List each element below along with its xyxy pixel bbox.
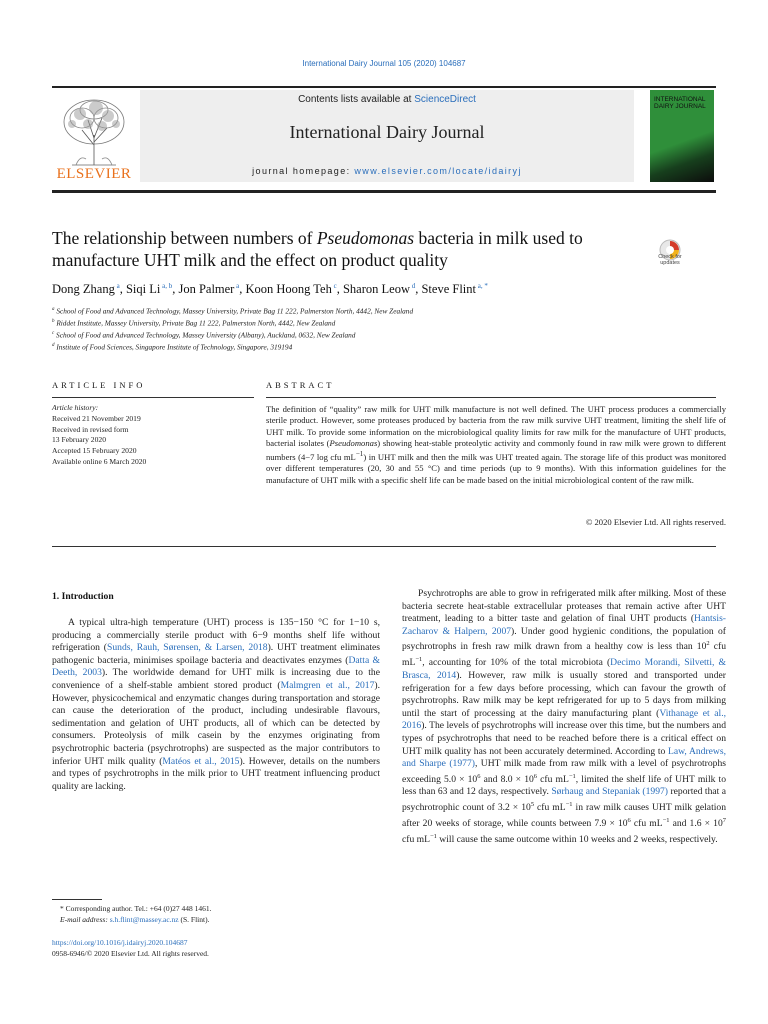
journal-homepage-line: [140, 166, 634, 176]
abstract-part: ) showing heat-stable proteolytic activity and commonly found in raw milk were grown to different numbers (4−7 log cfu mL: [266, 437, 727, 463]
author-name[interactable]: Siqi Li: [125, 282, 161, 297]
superscript: 6: [627, 816, 631, 824]
footnote-rule: [52, 899, 102, 900]
abstract-rule: [266, 397, 716, 398]
contents-line: [140, 94, 634, 105]
superscript: 7: [722, 816, 726, 824]
history-label: Article history:: [52, 403, 99, 412]
check-for-updates-label[interactable]: Check for updates: [658, 254, 682, 266]
abstract-copyright: © 2020 Elsevier Ltd. All rights reserved.: [585, 517, 726, 527]
affiliation-marker: d: [52, 342, 55, 348]
affiliation-marker: c: [52, 330, 55, 336]
email-label: E-mail address:: [60, 914, 110, 924]
body-text: cfu mL: [630, 818, 663, 830]
citation-link[interactable]: Decimo Morandi, Silvetti, & Brasca, 2014: [402, 657, 726, 681]
affiliation-marker: b: [52, 318, 55, 324]
superscript: −1: [565, 801, 573, 809]
body-column-right: [402, 588, 726, 846]
author-affiliation-marker[interactable]: a, *: [476, 282, 488, 290]
body-text: ). However, details on the numbers and types of psychrotrophs in the milk prior to UHT treatment influencing product quality are lacking.: [52, 755, 380, 792]
author-affiliation-marker[interactable]: a: [114, 282, 120, 290]
superscript: −1: [429, 832, 437, 840]
journal-citation-link[interactable]: International Dairy Journal 105 (2020) 104687: [302, 59, 466, 68]
superscript: −1: [415, 656, 423, 664]
superscript: 6: [533, 772, 538, 780]
affiliation-marker: a: [52, 307, 55, 312]
doi-block: [52, 938, 382, 959]
email-link[interactable]: s.h.flint@massey.ac.nz: [109, 914, 179, 924]
history-item: Received in revised form: [52, 424, 129, 434]
body-text: ). Under good hygienic conditions, the population of psychrotrophs in fresh raw milk drawn from a healthy cow is less than 10: [402, 625, 726, 653]
issn-copyright: 0958-6946/© 2020 Elsevier Ltd. All rights reserved.: [52, 948, 209, 958]
body-text: , accounting for 10% of the total microbiota (: [422, 657, 611, 669]
citation-link[interactable]: Sørhaug and Stepaniak (1997): [551, 786, 668, 798]
abstract-part: The definition of “quality” raw milk for UHT milk manufacture is not well defined. The UHT process produces a commercially sterile product. However, some proteases produced by bacteria from the raw milk survive UHT treatment, limiting the shelf life of UHT milk. To provide some information on the microbiological quality limits for raw milk for the manufacture of UHT products, bacterial isolates (: [266, 404, 726, 448]
superscript: 2: [706, 640, 710, 648]
citation-link[interactable]: Law, Andrews, and Sharpe (1977): [402, 745, 726, 770]
affiliation-item: [52, 341, 716, 353]
corresponding-author-note: * Corresponding author. Tel.: +64 (0)27 448 1461.: [60, 904, 212, 913]
body-text: , limited the shelf life of UHT milk to less than 63 and 12 days, respectively.: [402, 773, 727, 798]
doi-link[interactable]: https://doi.org/10.1016/j.idairyj.2020.104687: [52, 938, 188, 947]
footnotes: [60, 904, 380, 925]
header-bottom-rule: [52, 190, 716, 193]
author-affiliation-marker[interactable]: c: [331, 282, 337, 290]
body-text: ). The levels of psychrotrophs will increase over this time, but the numbers and types of psychrotrophs that need to be reached before there is a critical effect on UHT milk quality has not been accurately determined. According to: [402, 720, 726, 757]
homepage-prefix: journal homepage:: [252, 166, 355, 176]
body-text: ). The worldwide demand for UHT milk is increasing due to the convenience of a shelf-stable ambient stored product (: [52, 667, 380, 691]
abstract-italic: Pseudomonas: [329, 437, 378, 448]
affiliation-text: School of Food and Advanced Technology, Massey University (Albany), Auckland, 0632, New Zealand: [54, 330, 356, 340]
citation-link[interactable]: Matéos et al., 2015: [162, 755, 240, 767]
body-text: Psychrotrophs are able to grow in refrigerated milk after milking. Most of these bacteria secrete heat-stable extracellular proteases that remain active after UHT treatment, leading to a bitter taste and gelation of final UHT products (: [402, 588, 726, 625]
author-affiliation-marker[interactable]: a: [234, 282, 240, 290]
body-text: cfu mL: [402, 641, 726, 669]
superscript: 5: [530, 801, 535, 809]
superscript: 6: [477, 772, 481, 780]
abstract-part: ) in UHT milk and then the milk was UHT treated again. The storage life of this product was monitored over different temperatures (20, 30 and 55 °C) and time periods (up to 9 months). With this information guidelines for the manufacture of UHT milk with a specific shelf life can be made based on the initial microbiological content of the raw milk.: [266, 452, 726, 485]
body-text: and 8.0 × 10: [480, 773, 534, 785]
affiliation-item: [52, 317, 716, 329]
body-text: ). However, physicochemical and enzymatic changes during transportation and storage can cause the deterioration of the product, including undesirable flavours, sedimentation and gelation of UHT products, all of which can be detected by consumers. Proteolysis of milk casein by the enzymes originating from psychrotrophic bacteria (psychrotrophs) are suspected as the major contributors to inferior UHT milk quality (: [52, 679, 380, 767]
citation-link[interactable]: Malmgren et al., 2017: [280, 679, 375, 691]
abstract-heading: ABSTRACT: [266, 380, 335, 390]
body-text: in raw milk causes UHT milk gelation after 20 weeks of storage, while counts between 7.9 × 10: [402, 802, 726, 830]
body-text: , UHT milk made from raw milk with a level of psychrotrophs exceeding 5.0 × 10: [402, 758, 726, 785]
body-text: A typical ultra-high temperature (UHT) process is 135−150 °C for 1−10 s, producing a commercially sterile product with 6−9 months shelf life without refrigeration (: [52, 617, 380, 654]
superscript: −1: [568, 772, 576, 780]
abstract-superscript: −1: [355, 450, 364, 459]
elsevier-wordmark: ELSEVIER: [56, 166, 132, 182]
affiliation-text: School of Food and Advanced Technology, Massey University, Private Bag 11 222, Palmerston North, 4442, New Zealand: [54, 306, 414, 316]
author-name[interactable]: Sharon Leow: [342, 282, 410, 297]
history-item: Accepted 15 February 2020: [52, 446, 137, 456]
author-affiliation-marker[interactable]: a, b: [160, 282, 173, 290]
author-name[interactable]: Koon Hoong Teh: [245, 282, 332, 297]
history-item: 13 February 2020: [52, 435, 106, 445]
title-pre: The relationship between numbers of: [52, 228, 317, 248]
body-text: reported that a psychrotrophic count of 3.2 × 10: [402, 786, 727, 814]
body-text: ). UHT treatment eliminates pathogenic bacteria, minimises spoilage bacteria and deactivates enzymes (: [52, 642, 380, 666]
header-top-rule: [52, 86, 716, 88]
citation-link[interactable]: Vithanage et al., 2016: [402, 707, 726, 732]
article-info-rule: [52, 397, 254, 398]
body-text: will cause the same outcome within 10 weeks and 2 weeks, respectively.: [436, 833, 718, 845]
superscript: −1: [662, 816, 670, 824]
article-title: [52, 227, 642, 271]
article-history: [52, 403, 254, 468]
author-name[interactable]: Jon Palmer: [178, 282, 235, 297]
citation-link[interactable]: Sunds, Rauh, Sørensen, & Larsen, 2018: [107, 642, 268, 654]
email-note: [60, 915, 380, 926]
body-column-left: [52, 617, 380, 793]
author-list: Dong Zhang $^a$, Siqi Li $^{a, b}$, Jon Palmer $^a$, Koon Hoong Teh $^c$, Sharon Leow $^d$, Steve Flint $^{a, *}$: [52, 282, 488, 297]
article-info-heading: ARTICLE INFO: [52, 380, 146, 390]
history-item: Available online 6 March 2020: [52, 456, 147, 466]
author-affiliation-marker[interactable]: d: [409, 282, 416, 290]
cover-title: INTERNATIONAL DAIRY JOURNAL: [654, 96, 706, 110]
abstract-text: [266, 404, 726, 486]
history-item: Received 21 November 2019: [52, 413, 141, 423]
author-name[interactable]: Dong Zhang: [52, 282, 115, 297]
title-post: bacteria in milk used to manufacture UHT milk and the effect on product quality: [52, 228, 583, 270]
author-name[interactable]: Steve Flint: [421, 282, 476, 297]
homepage-link[interactable]: www.elsevier.com/locate/idairyj: [354, 166, 522, 176]
section-heading-introduction: 1. Introduction: [52, 591, 114, 602]
affiliation-item: [52, 329, 716, 341]
sciencedirect-link[interactable]: ScienceDirect: [414, 94, 476, 105]
affiliation-text: Institute of Food Sciences, Singapore Institute of Technology, Singapore, 319194: [54, 342, 293, 352]
body-text: cfu mL: [537, 773, 569, 785]
affiliation-text: Riddet Institute, Massey University, Private Bag 11 222, Palmerston North, 4442, New Zealand: [54, 318, 336, 328]
contents-prefix: Contents lists available at: [298, 94, 415, 105]
email-suffix: (S. Flint).: [178, 914, 210, 924]
affiliation-list: [52, 305, 716, 353]
citation-link[interactable]: Hantsis-Zacharov & Halpern, 2007: [402, 613, 726, 637]
journal-cover-thumbnail[interactable]: [650, 90, 714, 182]
body-text: cfu mL: [402, 833, 430, 845]
body-text: and 1.6 × 10: [669, 818, 723, 830]
body-text: ). However, raw milk is usually stored and transported under refrigeration for a few days before processing, which can favour the growth of psychrotrophs. Raw milk may be kept refrigerated for up to 5 days from milking until the start of processing at the dairy manufacturing plant (: [402, 669, 726, 719]
front-matter-bottom-rule: [52, 546, 716, 547]
affiliation-item: [52, 305, 716, 317]
title-italic: Pseudomonas: [316, 228, 415, 248]
journal-title: International Dairy Journal: [289, 122, 485, 142]
body-text: cfu mL: [534, 802, 566, 814]
citation-link[interactable]: Datta & Deeth, 2003: [52, 654, 380, 679]
